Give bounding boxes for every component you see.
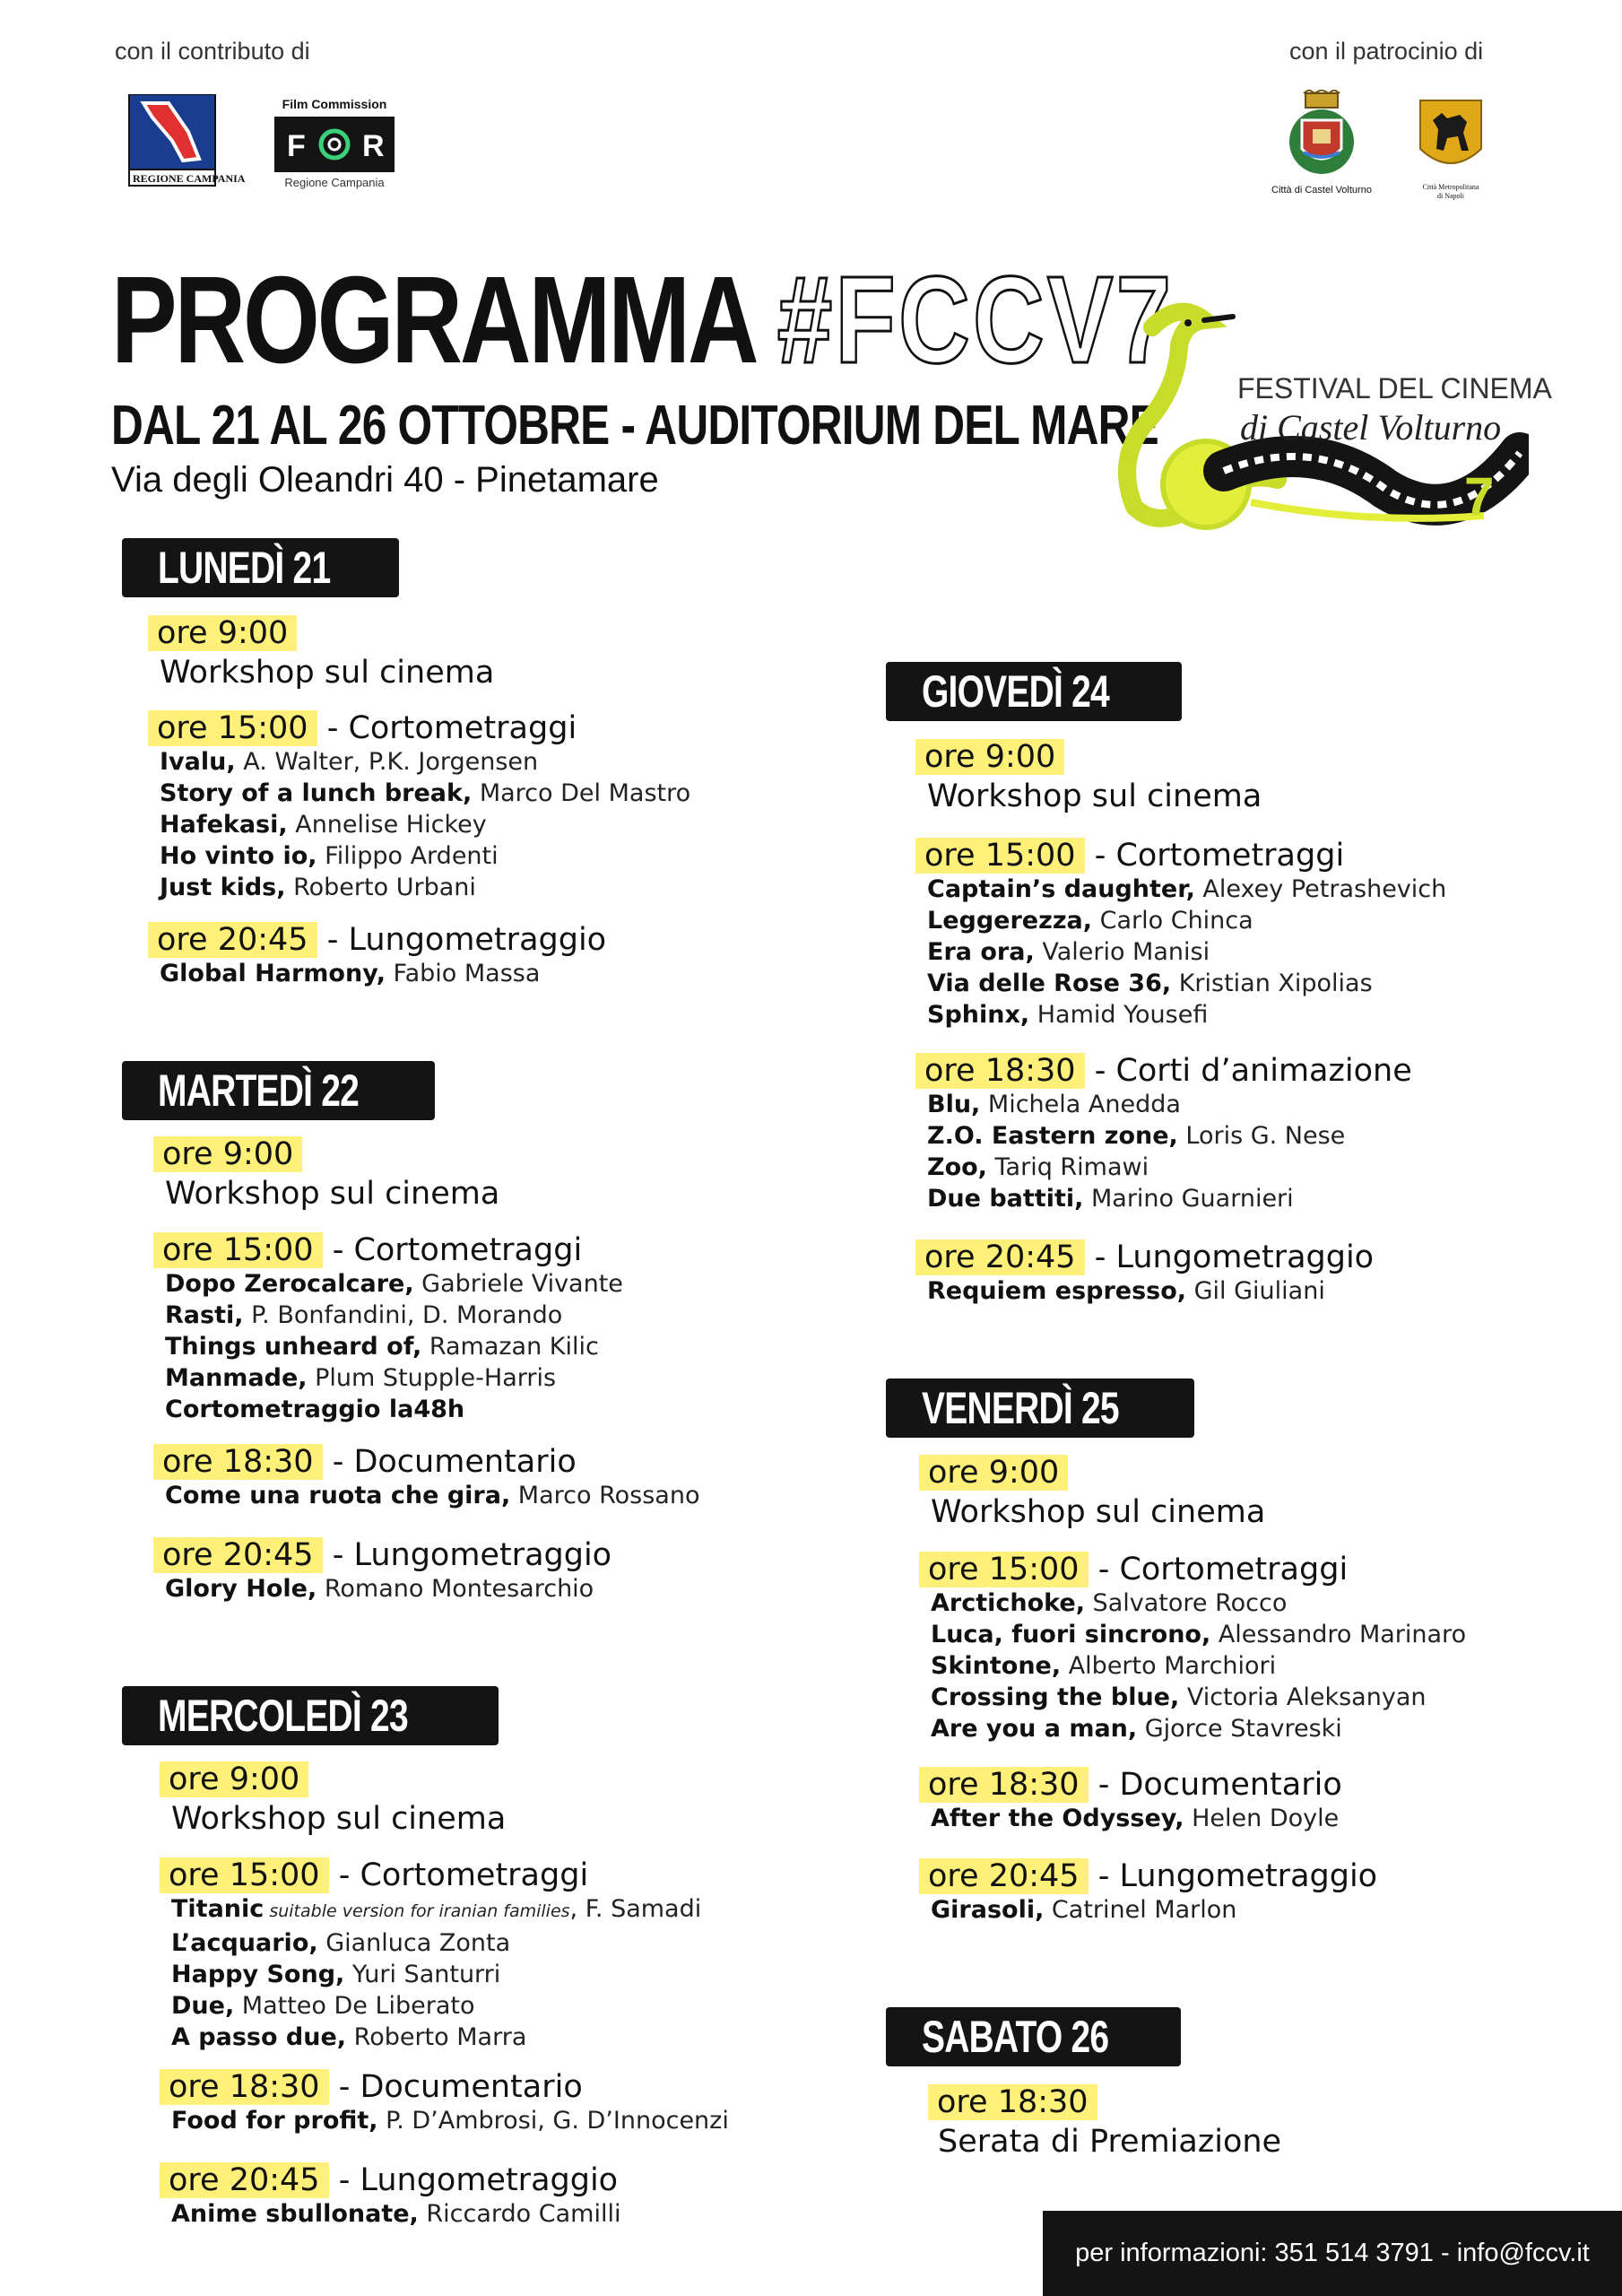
time-highlight: ore 18:30 — [160, 2069, 329, 2105]
time-highlight: ore 15:00 — [160, 1857, 329, 1893]
patrocinio-label: con il patrocinio di — [1289, 38, 1484, 65]
time-highlight: ore 9:00 — [148, 615, 297, 651]
session-type: - Corti d’animazione — [1084, 1053, 1412, 1089]
film-author: , F. Samadi — [569, 1895, 702, 1923]
castel-volturno-text: Città di Castel Volturno — [1271, 185, 1372, 196]
film-item — [171, 1990, 701, 2022]
film-title: Via delle Rose 36, — [927, 970, 1172, 997]
film-author: Roberto Urbani — [285, 874, 476, 901]
time-highlight: ore 15:00 — [153, 1232, 323, 1268]
time-highlight: ore 18:30 — [915, 1053, 1085, 1089]
time-highlight: ore 20:45 — [915, 1239, 1085, 1275]
film-title: Leggerezza, — [927, 907, 1093, 935]
time-highlight: ore 20:45 — [148, 922, 317, 958]
film-title: Zoo, — [927, 1153, 987, 1181]
castel-volturno-crest — [1268, 90, 1375, 204]
festival-logo-edition: 7 — [1464, 466, 1495, 526]
day-badge-lunedi — [122, 538, 399, 597]
day-label-mercoledi: MERCOLEDÌ 23 — [158, 1691, 408, 1741]
film-title: Glory Hole, — [165, 1575, 317, 1603]
time-giovedi-s1 — [924, 737, 1064, 777]
film-author: Alessandro Marinaro — [1210, 1621, 1467, 1648]
time-giovedi-s2 — [924, 836, 1344, 875]
svg-text:R: R — [362, 129, 385, 163]
citta-metropolitana-napoli-logo — [1415, 97, 1487, 208]
film-author: Kristian Xipolias — [1171, 970, 1373, 997]
festival-logo — [1098, 300, 1552, 543]
time-venerdi-s3 — [928, 1765, 1342, 1805]
film-list — [931, 1803, 1339, 1834]
film-commission-logo — [274, 97, 395, 191]
film-author: Riccardo Camilli — [418, 2200, 621, 2228]
film-author: Loris G. Nese — [1177, 1122, 1346, 1150]
film-item — [160, 746, 690, 778]
day-badge-mercoledi — [122, 1686, 499, 1745]
film-title: Cortometraggio la48h — [165, 1396, 465, 1423]
session-type: - Cortometraggi — [322, 1232, 583, 1268]
film-item — [165, 1300, 623, 1331]
time-highlight: ore 15:00 — [148, 710, 317, 746]
film-item — [927, 936, 1446, 968]
film-list — [165, 1268, 623, 1425]
time-venerdi-s1 — [928, 1453, 1068, 1492]
film-item — [165, 1268, 623, 1300]
event-title: Workshop sul cinema — [931, 1494, 1266, 1530]
film-title: Requiem espresso, — [927, 1277, 1187, 1305]
day-label-giovedi: GIOVEDÌ 24 — [922, 666, 1109, 717]
film-note: suitable version for iranian families — [264, 1901, 570, 1921]
film-author: Marco Rossano — [510, 1482, 700, 1509]
film-title: Blu, — [927, 1091, 981, 1118]
day-badge-venerdi — [886, 1378, 1194, 1438]
film-item — [165, 1573, 594, 1605]
film-title: Come una ruota che gira, — [165, 1482, 511, 1509]
event-title: Workshop sul cinema — [160, 655, 495, 691]
time-venerdi-s2 — [928, 1550, 1348, 1589]
film-item — [931, 1894, 1236, 1926]
film-title: Rasti, — [165, 1301, 244, 1329]
session-type: - Documentario — [322, 1444, 577, 1480]
film-item — [171, 1893, 701, 1927]
film-title: Food for profit, — [171, 2107, 378, 2135]
session-type: - Lungometraggio — [1088, 1858, 1378, 1894]
film-list — [160, 958, 540, 989]
film-item — [931, 1803, 1339, 1834]
film-list — [927, 1275, 1325, 1307]
time-highlight: ore 18:30 — [919, 1767, 1089, 1803]
film-author: Helen Doyle — [1184, 1805, 1340, 1832]
film-title: Captain’s daughter, — [927, 875, 1195, 903]
film-list — [171, 2198, 620, 2230]
time-mercoledi-s3 — [169, 2067, 583, 2107]
film-author: Tariq Rimawi — [986, 1153, 1149, 1181]
film-author: Salvatore Rocco — [1084, 1589, 1288, 1617]
session-type: - Documentario — [1088, 1767, 1342, 1803]
time-martedi-s4 — [162, 1535, 612, 1575]
session-type: - Lungometraggio — [317, 922, 607, 958]
event-title: Workshop sul cinema — [165, 1176, 500, 1212]
film-item — [165, 1331, 623, 1362]
film-item — [927, 999, 1446, 1031]
film-author: Filippo Ardenti — [317, 842, 499, 870]
film-title: Things unheard of, — [165, 1333, 422, 1361]
film-item — [931, 1619, 1466, 1650]
film-title: Luca, fuori sincrono, — [931, 1621, 1211, 1648]
title-hashtag: #FCCV7 — [776, 251, 1175, 389]
time-lunedi-s2 — [157, 709, 577, 748]
film-author: Gjorce Stavreski — [1137, 1715, 1342, 1743]
film-author: Michela Anedda — [980, 1091, 1181, 1118]
film-author: Ramazan Kilic — [421, 1333, 599, 1361]
film-item — [931, 1587, 1466, 1619]
day-label-sabato: SABATO 26 — [922, 2012, 1109, 2062]
film-list — [927, 1089, 1345, 1214]
film-author: Gil Giuliani — [1186, 1277, 1325, 1305]
film-author: Catrinel Marlon — [1044, 1896, 1237, 1924]
event-title: Workshop sul cinema — [171, 1801, 507, 1837]
film-author: Marino Guarnieri — [1083, 1185, 1294, 1213]
film-author: Alberto Marchiori — [1061, 1652, 1277, 1680]
time-lunedi-s1 — [157, 613, 297, 653]
film-item — [165, 1480, 699, 1511]
film-author: Annelise Hickey — [287, 811, 487, 839]
program-title — [111, 253, 1174, 387]
film-item — [160, 840, 690, 872]
film-title: Z.O. Eastern zone, — [927, 1122, 1178, 1150]
film-author: Gianluca Zonta — [317, 1929, 511, 1957]
time-highlight: ore 18:30 — [928, 2084, 1097, 2120]
info-bar: per informazioni: 351 514 3791 - info@fccv.it — [1043, 2211, 1622, 2296]
film-author: Fabio Massa — [385, 960, 541, 987]
time-martedi-s1 — [162, 1135, 302, 1174]
film-title: L’acquario, — [171, 1929, 318, 1957]
program-dates: DAL 21 AL 26 OTTOBRE - AUDITORIUM DEL MARE — [111, 395, 1158, 457]
film-commission-mark — [274, 117, 395, 172]
film-title: Are you a man, — [931, 1715, 1138, 1743]
film-item — [927, 905, 1446, 936]
film-list — [931, 1587, 1466, 1744]
film-item — [171, 2022, 701, 2053]
time-giovedi-s4 — [924, 1238, 1374, 1277]
event-title: Serata di Premiazione — [938, 2124, 1282, 2160]
time-venerdi-s4 — [928, 1857, 1377, 1896]
film-item — [160, 872, 690, 903]
session-type: - Cortometraggi — [1088, 1552, 1349, 1587]
film-item — [927, 1183, 1345, 1214]
film-title: Girasoli, — [931, 1896, 1045, 1924]
session-type: - Lungometraggio — [328, 2162, 619, 2198]
time-highlight: ore 15:00 — [919, 1552, 1089, 1587]
film-item — [160, 809, 690, 840]
film-item — [927, 1120, 1345, 1152]
session-type: - Cortometraggi — [317, 710, 577, 746]
film-item — [165, 1362, 623, 1394]
film-author: Alexey Petrashevich — [1194, 875, 1447, 903]
session-type: - Documentario — [328, 2069, 583, 2105]
film-title: Due, — [171, 1992, 235, 2020]
film-title: Global Harmony, — [160, 960, 386, 987]
film-title: Manmade, — [165, 1364, 308, 1392]
time-highlight: ore 18:30 — [153, 1444, 323, 1480]
day-badge-giovedi — [886, 662, 1182, 721]
film-item — [927, 1152, 1345, 1183]
film-list — [165, 1480, 699, 1511]
time-highlight: ore 15:00 — [915, 838, 1085, 874]
session-type: - Cortometraggi — [1084, 838, 1345, 874]
time-highlight: ore 9:00 — [153, 1136, 302, 1172]
film-title: Ho vinto io, — [160, 842, 317, 870]
film-title: Sphinx, — [927, 1001, 1030, 1029]
film-item — [160, 778, 690, 809]
regione-campania-text: REGIONE CAMPANIA — [133, 172, 246, 185]
title-programma: PROGRAMMA — [111, 251, 753, 389]
film-author: Valerio Manisi — [1034, 938, 1210, 966]
film-item — [931, 1682, 1466, 1713]
time-mercoledi-s2 — [169, 1856, 588, 1895]
film-author: Romano Montesarchio — [317, 1575, 594, 1603]
film-item — [171, 2198, 620, 2230]
svg-text:F: F — [287, 129, 306, 163]
festival-logo-line2: di Castel Volturno — [1240, 407, 1502, 448]
film-title: Dopo Zerocalcare, — [165, 1270, 414, 1298]
film-item — [927, 1275, 1325, 1307]
film-title: Hafekasi, — [160, 811, 288, 839]
film-title: After the Odyssey, — [931, 1805, 1184, 1832]
film-item — [927, 874, 1446, 905]
film-item — [171, 1927, 701, 1959]
film-author: Roberto Marra — [346, 2023, 527, 2051]
napoli-text-line2: di Napoli — [1437, 192, 1464, 200]
film-item — [171, 2105, 729, 2136]
time-highlight: ore 9:00 — [919, 1455, 1068, 1491]
film-commission-title: Film Commission — [282, 97, 387, 111]
film-list — [165, 1573, 594, 1605]
film-title: Just kids, — [160, 874, 286, 901]
film-title: Ivalu, — [160, 748, 236, 776]
film-item — [171, 1959, 701, 1990]
film-list — [927, 874, 1446, 1031]
film-author: P. D’Ambrosi, G. D’Innocenzi — [377, 2107, 729, 2135]
film-list — [931, 1894, 1236, 1926]
film-author: Matteo De Liberato — [234, 1992, 475, 2020]
day-badge-sabato — [886, 2007, 1181, 2066]
session-type: - Lungometraggio — [322, 1537, 612, 1573]
film-commission-sub: Regione Campania — [284, 176, 385, 189]
day-label-martedi: MARTEDÌ 22 — [158, 1065, 360, 1116]
time-highlight: ore 20:45 — [160, 2162, 329, 2198]
film-title: Titanic — [171, 1895, 265, 1923]
film-author: Hamid Yousefi — [1029, 1001, 1209, 1029]
film-title: Due battiti, — [927, 1185, 1084, 1213]
regione-campania-logo — [126, 94, 246, 187]
session-type: - Lungometraggio — [1084, 1239, 1375, 1275]
napoli-text-line1: Città Metropolitana — [1422, 183, 1479, 191]
film-item — [931, 1713, 1466, 1744]
film-title: Anime sbullonate, — [171, 2200, 419, 2228]
time-highlight: ore 20:45 — [153, 1537, 323, 1573]
time-martedi-s3 — [162, 1442, 577, 1482]
venue-address: Via degli Oleandri 40 - Pinetamare — [111, 460, 659, 500]
time-giovedi-s3 — [924, 1051, 1412, 1091]
film-item — [927, 1089, 1345, 1120]
film-author: Carlo Chinca — [1092, 907, 1253, 935]
day-badge-martedi — [122, 1061, 435, 1120]
film-author: A. Walter, P.K. Jorgensen — [235, 748, 539, 776]
time-highlight: ore 9:00 — [915, 739, 1064, 775]
time-mercoledi-s1 — [169, 1760, 308, 1799]
day-label-venerdi: VENERDÌ 25 — [922, 1383, 1119, 1433]
film-title: Happy Song, — [171, 1961, 345, 1988]
film-item — [165, 1394, 623, 1425]
film-title: A passo due, — [171, 2023, 347, 2051]
event-title: Workshop sul cinema — [927, 778, 1262, 814]
film-author: P. Bonfandini, D. Morando — [243, 1301, 563, 1329]
time-martedi-s2 — [162, 1231, 582, 1270]
contributo-label: con il contributo di — [115, 38, 310, 65]
time-highlight: ore 9:00 — [160, 1761, 308, 1797]
film-author: Plum Stupple-Harris — [307, 1364, 557, 1392]
time-lunedi-s3 — [157, 920, 606, 960]
film-item — [927, 968, 1446, 999]
film-author: Yuri Santurri — [344, 1961, 501, 1988]
session-type: - Cortometraggi — [328, 1857, 589, 1893]
film-author: Victoria Aleksanyan — [1179, 1683, 1427, 1711]
film-title: Story of a lunch break, — [160, 779, 473, 807]
film-item — [160, 958, 540, 989]
film-title: Skintone, — [931, 1652, 1062, 1680]
film-author: Gabriele Vivante — [413, 1270, 623, 1298]
time-mercoledi-s4 — [169, 2161, 618, 2200]
film-list — [160, 746, 690, 903]
film-title: Arctichoke, — [931, 1589, 1085, 1617]
festival-logo-line1: FESTIVAL DEL CINEMA — [1237, 372, 1552, 404]
film-author: Marco Del Mastro — [472, 779, 691, 807]
film-list — [171, 1893, 701, 2053]
film-item — [931, 1650, 1466, 1682]
time-sabato-s1 — [937, 2083, 1097, 2122]
film-title: Era ora, — [927, 938, 1035, 966]
time-highlight: ore 20:45 — [919, 1858, 1089, 1894]
day-label-lunedi: LUNEDÌ 21 — [158, 543, 331, 593]
film-list — [171, 2105, 729, 2136]
film-title: Crossing the blue, — [931, 1683, 1180, 1711]
